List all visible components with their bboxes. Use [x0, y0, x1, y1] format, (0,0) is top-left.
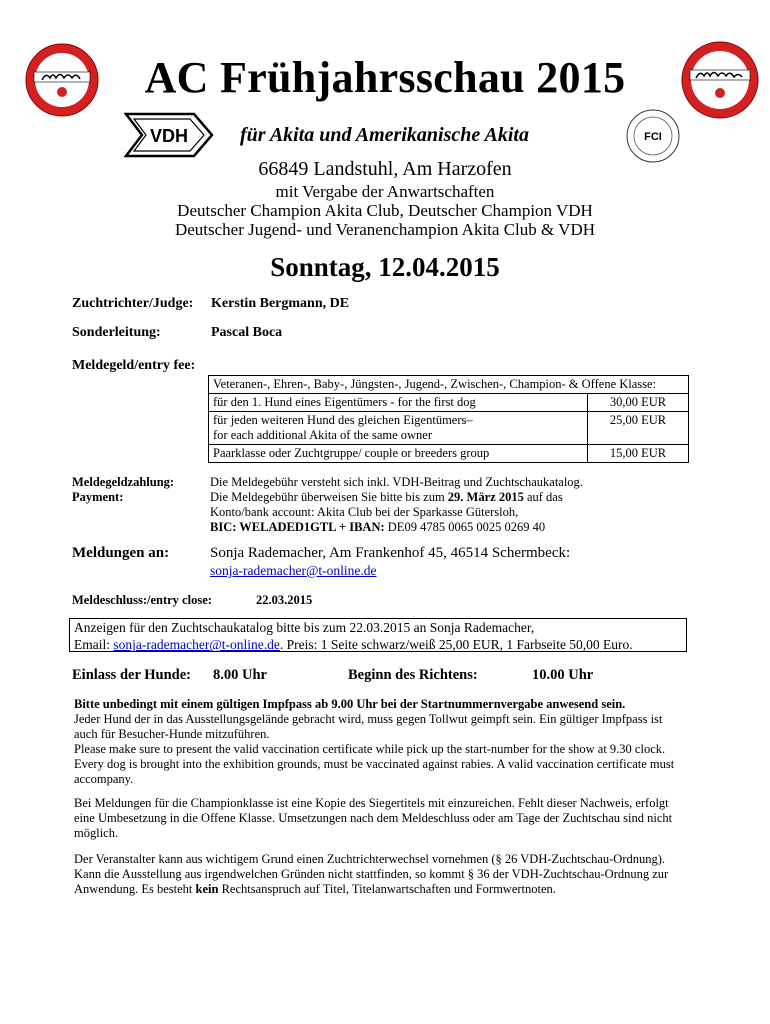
meldungen-label: Meldungen an: — [72, 545, 170, 561]
einlass-value: 8.00 Uhr — [213, 667, 267, 683]
deadline-value: 22.03.2015 — [256, 593, 313, 607]
vdh-logo — [124, 112, 214, 158]
catalog-email-link[interactable]: sonja-rademacher@t-online.de — [113, 637, 280, 652]
show-date: Sonntag, 12.04.2015 — [270, 252, 500, 282]
fees-row — [209, 445, 689, 463]
sonderleitung-label: Sonderleitung: — [72, 325, 161, 340]
catalog-notice-box — [69, 618, 687, 652]
header-line-2: mit Vergabe der Anwartschaften — [275, 182, 495, 201]
subtitle: für Akita und Amerikanische Akita — [240, 124, 529, 146]
note-line-bold: kein — [195, 882, 219, 896]
note-line: Der Veranstalter kann aus wichtigem Grund einen Zuchtrichterwechsel vornehmen (§ 26 VDH-Zuchtschau-Ordnung). — [74, 852, 666, 866]
fees-row-text-line2: for each additional Akita of the same owner — [213, 428, 433, 442]
fees-row-amount: 30,00 EUR — [588, 394, 689, 412]
note-line: möglich. — [74, 826, 119, 840]
payment-text — [210, 475, 690, 535]
champion-paragraph — [74, 796, 704, 841]
deadline-label: Meldeschluss:/entry close: — [72, 593, 212, 607]
payment-line-2 — [210, 490, 690, 505]
bic-value: WELADED1GTL — [239, 520, 336, 534]
catalog-line-2 — [74, 636, 682, 653]
fees-row-text: für den 1. Hund eines Eigentümers - for the first dog — [209, 394, 588, 412]
bic-label: BIC: — [210, 520, 240, 534]
payment-line-2c: auf das — [523, 490, 563, 504]
payment-label — [72, 475, 174, 505]
fees-row-text-line1: für jeden weiteren Hund des gleichen Eigentümers– — [213, 413, 473, 427]
note-line: accompany. — [74, 772, 134, 786]
note-line: Please make sure to present the valid vaccination certificate while pick up the start-number for the show at 9.30 clock. — [74, 742, 666, 756]
note-line: Every dog is brought into the exhibition grounds, must be vaccinated against rabies. A valid vaccination certificate must — [74, 757, 675, 771]
header-line-3: Deutscher Champion Akita Club, Deutscher Champion VDH — [177, 201, 593, 220]
fees-row — [209, 394, 689, 412]
fees-row-amount: 15,00 EUR — [588, 445, 689, 463]
einlass-label: Einlass der Hunde: — [72, 667, 191, 683]
fees-row-amount: 25,00 EUR — [588, 412, 689, 445]
svg-text:FCI: FCI — [644, 131, 662, 143]
beginn-value: 10.00 Uhr — [532, 667, 594, 683]
meldungen-email-link[interactable]: sonja-rademacher@t-online.de — [210, 563, 377, 578]
payment-line-4 — [210, 520, 690, 535]
judge-value: Kerstin Bergmann, DE — [211, 296, 350, 311]
svg-text:VDH: VDH — [149, 126, 189, 146]
payment-label-de: Meldegeldzahlung: — [72, 475, 175, 489]
payment-deadline: 29. März 2015 — [447, 490, 524, 504]
payment-line-1: Die Meldegebühr versteht sich inkl. VDH-Beitrag und Zuchtschaukatalog. — [210, 475, 583, 489]
judge-label: Zuchtrichter/Judge: — [72, 296, 194, 311]
fci-logo — [625, 108, 681, 164]
vaccination-notice: Bitte unbedingt mit einem gültigen Impfpass ab 9.00 Uhr bei der Startnummernvergabe anwesend sein. — [74, 697, 626, 711]
catalog-price: . Preis: 1 Seite schwarz/weiß 25,00 EUR, 1 Farbseite 50,00 Euro. — [279, 637, 633, 652]
note-line-part: Rechtsanspruch auf Titel, Titelanwartschaften und Formwertnoten. — [218, 882, 556, 896]
iban-value: DE09 4785 0065 0025 0269 40 — [384, 520, 546, 534]
sonderleitung-value: Pascal Boca — [211, 325, 283, 340]
payment-line-2a: Die Meldegebühr überweisen Sie bitte bis zum — [210, 490, 448, 504]
organizer-paragraph — [74, 852, 704, 897]
note-line — [74, 882, 704, 897]
payment-line-3: Konto/bank account: Akita Club bei der Sparkasse Gütersloh, — [210, 505, 519, 519]
note-line: Jeder Hund der in das Ausstellungsgelände gebracht wird, muss gegen Tollwut geimpft sein. Ein gültiger Impfpass ist — [74, 712, 663, 726]
meldungen-value: Sonja Rademacher, Am Frankenhof 45, 46514 Schermbeck: — [210, 545, 571, 561]
note-line: Bei Meldungen für die Championklasse ist eine Kopie des Siegertitels mit einzureichen. Fehlt dieser Nachweis, erfolgt — [74, 796, 669, 810]
iban-label: + IBAN: — [335, 520, 385, 534]
header-line-4: Deutscher Jugend- und Veranenchampion Akita Club & VDH — [174, 220, 596, 239]
fees-row — [209, 412, 689, 445]
fees-table — [208, 375, 689, 463]
page-title: AC Frühjahrsschau 2015 — [144, 53, 626, 102]
note-line-part: Anwendung. Es besteht — [74, 882, 196, 896]
fees-label: Meldegeld/entry fee: — [72, 358, 196, 373]
beginn-label: Beginn des Richtens: — [348, 667, 478, 683]
catalog-line-1: Anzeigen für den Zuchtschaukatalog bitte bis zum 22.03.2015 an Sonja Rademacher, — [74, 620, 535, 635]
location: 66849 Landstuhl, Am Harzofen — [258, 158, 512, 180]
payment-label-en: Payment: — [72, 490, 124, 504]
fees-header: Veteranen-, Ehren-, Baby-, Jüngsten-, Jugend-, Zwischen-, Champion- & Offene Klasse: — [209, 376, 689, 394]
fees-row-text — [209, 412, 588, 445]
note-line: Kann die Ausstellung aus irgendwelchen Gründen nicht stattfinden, so kommt § 36 der VDH-Zuchtschau-Ordnung zur — [74, 867, 669, 881]
note-line: eine Umbesetzung in die Offene Klasse. Umsetzungen nach dem Meldeschluss oder am Tage der Zuchtschau sind nicht — [74, 811, 673, 825]
fees-row-text: Paarklasse oder Zuchtgruppe/ couple or breeders group — [209, 445, 588, 463]
fees-header-row — [209, 376, 689, 394]
note-line: auch für Besucher-Hunde mitzuführen. — [74, 727, 270, 741]
vaccination-paragraph — [74, 712, 704, 787]
catalog-email-label: Email: — [74, 637, 114, 652]
